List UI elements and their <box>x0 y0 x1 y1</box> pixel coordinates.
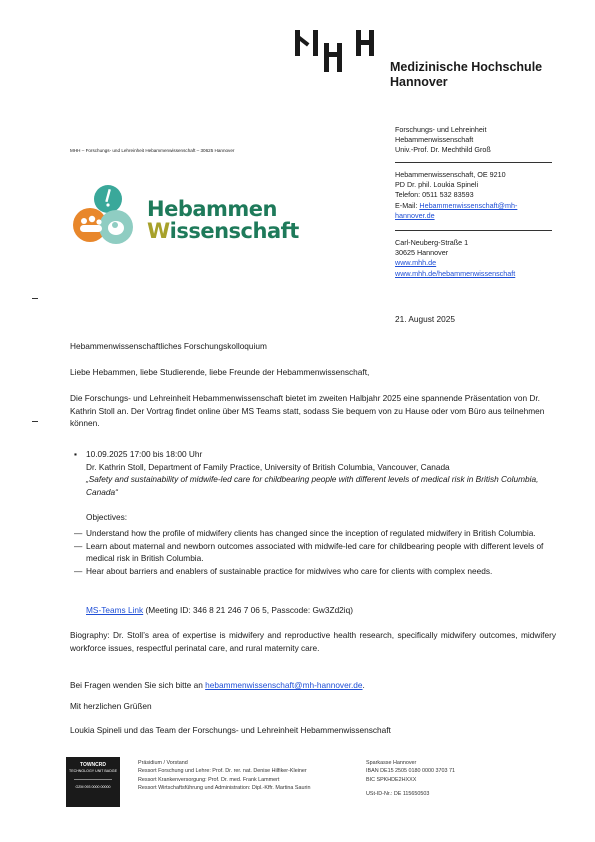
questions-prefix: Bei Fragen wenden Sie sich bitte an <box>70 680 206 690</box>
contact-email <box>395 201 555 211</box>
contact-line: Hebammenwissenschaft, OE 9210 <box>395 170 506 179</box>
event-block <box>74 448 554 524</box>
contact-line: Univ.-Prof. Dr. Mechthild Groß <box>395 145 491 155</box>
event-title: „Safety and sustainability of midwife-led care for childbearing people with different levels of medical risk in British Columbia, Canada“ <box>86 474 539 497</box>
institution-line1: Medizinische Hochschule <box>390 60 543 74</box>
contact-divider <box>395 230 552 231</box>
event-item <box>74 448 554 524</box>
bullet-icon: ▪ <box>74 449 77 459</box>
contact-line: 30625 Hannover <box>395 248 449 258</box>
contact-line: Hebammenwissenschaft <box>395 135 474 145</box>
questions-suffix: . <box>362 680 365 690</box>
footer-line: Sparkasse Hannover <box>366 760 417 766</box>
contact-line: Telefon: 0511 532 83593 <box>395 190 474 200</box>
closing: Mit herzlichen Grüßen <box>70 701 152 711</box>
footer-line: BIC SPKHDE2HXXX <box>366 776 417 783</box>
email-prefix: E-Mail: <box>395 200 420 210</box>
contact-divider <box>395 162 552 163</box>
contact-line: PD Dr. phil. Loukia Spineli <box>395 180 479 190</box>
questions-email-link[interactable]: hebammenwissenschaft@mh-hannover.de <box>205 680 363 690</box>
subject-line: Hebammenwissenschaftliches Forschungskolloquium <box>70 341 267 351</box>
website-link[interactable]: www.mhh.de <box>395 258 437 268</box>
fold-mark <box>32 298 38 299</box>
unit-logo-initial: W <box>147 219 170 243</box>
signature: Loukia Spineli und das Team der Forschungs- und Lehreinheit Hebammenwissenschaft <box>70 725 391 735</box>
institution-line2: Hannover <box>390 75 448 89</box>
sender-line: MHH – Forschungs- und Lehreinheit Hebammenwissenschaft – 30625 Hannover <box>70 148 235 153</box>
email-link[interactable]: Hebammenwissenschaft@mh- <box>419 200 518 210</box>
fold-mark <box>32 421 38 422</box>
footer-line: Ressort Krankenversorgung: Prof. Dr. med. Frank Lammert <box>138 776 280 783</box>
meeting-info: (Meeting ID: 346 8 21 246 7 06 5, Passcode: Gw3Zd2iq) <box>143 605 354 615</box>
unit-logo-line1: Hebammen <box>147 197 277 221</box>
salutation: Liebe Hebammen, liebe Studierende, liebe Freunde der Hebammenwissenschaft, <box>70 367 370 377</box>
footer-bank <box>366 759 536 798</box>
objectives-label: Objectives: <box>86 512 128 523</box>
objectives-list <box>74 527 554 577</box>
contact-block-2 <box>395 170 555 221</box>
footer-line: Ressort Wirtschaftsführung und Administration: Dipl.-Kffr. Martina Saurin <box>138 784 311 791</box>
badge-line1: TOWNCRD <box>79 762 106 768</box>
meeting-line <box>86 604 556 617</box>
biography: Biography: Dr. Stoll’s area of expertise is midwifery and reproductive health research, specifically midwifery outcomes, midwifery workforce issues, respectful perinatal care, and rural maternity care. <box>70 630 556 653</box>
contact-line: Carl-Neuberg-Straße 1 <box>395 238 469 247</box>
objective-item: — Hear about barriers and enablers of sustainable practice for midwives who care for clients with complex needs. <box>74 565 554 578</box>
event-datetime: 10.09.2025 17:00 bis 18:00 Uhr <box>86 449 203 459</box>
footer-line: USt-ID-Nr.: DE 115650503 <box>366 790 430 797</box>
unit-logo-rest: issenschaft <box>169 219 299 243</box>
intro-paragraph: Die Forschungs- und Lehreinheit Hebammenwissenschaft bietet im zweiten Halbjahr 2025 eine spannende Präsentation von Dr. Kathrin Stoll an. Der Vortrag findet online über MS Teams statt, sodass Sie bequem von zu Hause oder vom Büro aus teilnehmen können. <box>70 393 545 429</box>
event-speaker: Dr. Kathrin Stoll, Department of Family Practice, University of British Columbia, Vancouver, Canada <box>86 461 450 472</box>
ms-teams-link[interactable]: MS-Teams Link <box>86 605 144 615</box>
badge-line3: OZM 093 0000 00000 <box>75 785 111 789</box>
footer-line: IBAN DE15 2505 0180 0000 3703 71 <box>366 768 456 775</box>
department-website-link[interactable]: www.mhh.de/hebammenwissenschaft <box>395 268 516 278</box>
mhh-logo-icon <box>295 30 381 72</box>
unit-logo-text <box>147 198 299 242</box>
contact-line: Forschungs- und Lehreinheit <box>395 125 487 134</box>
footer-board <box>138 759 368 792</box>
badge-divider <box>74 779 112 780</box>
footer-line: Präsidium / Vorstand <box>138 760 188 766</box>
hebammen-wissenschaft-logo-icon <box>70 183 136 249</box>
contact-block-1 <box>395 125 555 156</box>
footer-badge <box>66 757 120 807</box>
footer-line: Ressort Forschung und Lehre: Prof. Dr. rer. nat. Denise Hilfiker-Kleiner <box>138 768 307 775</box>
objective-item: — Understand how the profile of midwifery clients has changed since the inception of regulated midwifery in British Columbia. <box>74 527 554 540</box>
badge-line2: TECHNOLOGY UNIT BADGE <box>69 768 117 773</box>
letter-date: 21. August 2025 <box>395 314 455 324</box>
objective-item: — Learn about maternal and newborn outcomes associated with midwife-led care for childbearing people with different levels of medical risk in British Columbia. <box>74 540 554 565</box>
email-link-continued[interactable]: hannover.de <box>395 210 435 220</box>
questions-line <box>70 679 556 692</box>
institution-name <box>390 60 542 90</box>
contact-block-3 <box>395 238 565 279</box>
unit-logo-line2 <box>147 220 299 242</box>
